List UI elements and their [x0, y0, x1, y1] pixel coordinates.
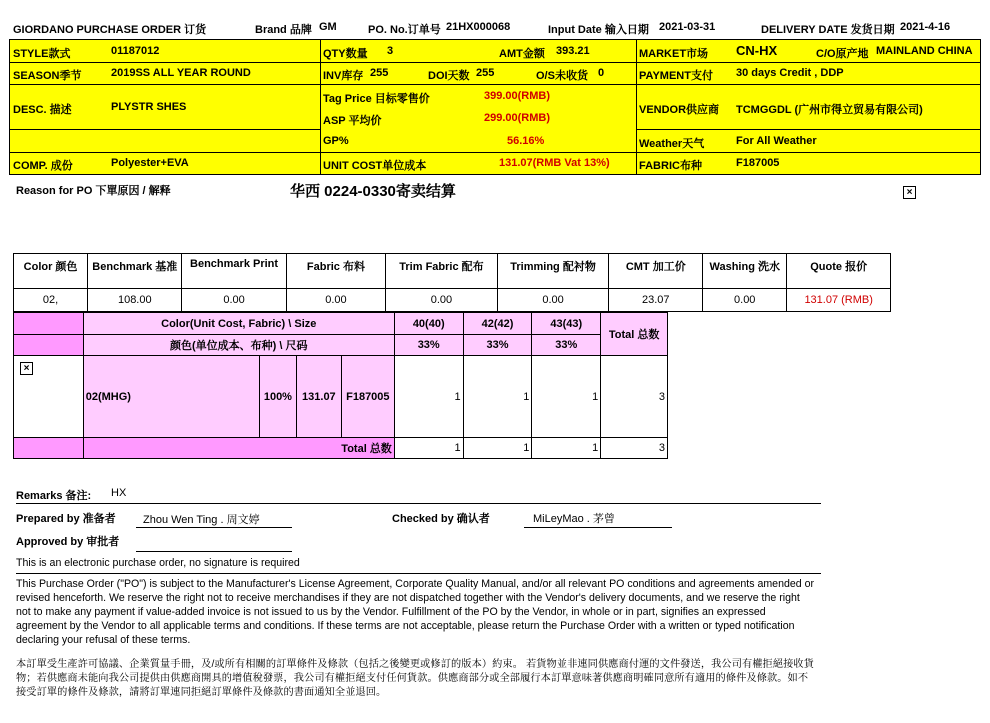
header-color: Color 颜色	[14, 254, 88, 289]
remarks-label: Remarks 备注:	[16, 490, 92, 502]
inv-label: INV库存	[323, 70, 364, 82]
prepared-label: Prepared by 准备者	[16, 513, 116, 525]
electronic-note: This is an electronic purchase order, no signature is required	[16, 557, 300, 569]
footer-qty-1: 1	[394, 438, 463, 459]
delivery-date-value: 2021-4-16	[900, 21, 951, 33]
cost-trimming: 0.00	[497, 289, 609, 312]
amt-label: AMT金额	[499, 48, 545, 60]
tag-price-label: Tag Price 目标零售价	[323, 93, 430, 105]
desc-label: DESC. 描述	[13, 104, 72, 116]
brand-label: Brand 品牌	[255, 24, 312, 36]
cost-value-row	[14, 289, 891, 312]
brand-value: GM	[319, 21, 337, 33]
cost-fabric: 0.00	[286, 289, 386, 312]
broken-image-icon: ×	[20, 362, 33, 375]
row-fabric: F187005	[341, 356, 394, 438]
size-total-header: Total 总数	[601, 313, 668, 356]
os-value: 0	[598, 67, 605, 79]
po-number-value: 21HX000068	[446, 21, 511, 33]
checked-label: Checked by 确认者	[392, 513, 490, 525]
row-qty-2: 1	[463, 356, 532, 438]
style-label: STYLE款式	[13, 48, 71, 60]
gp-value: 56.16%	[507, 135, 545, 147]
cost-color: 02,	[14, 289, 88, 312]
comp-value: Polyester+EVA	[111, 157, 189, 169]
market-label: MARKET市场	[639, 48, 709, 60]
tag-price-value: 399.00(RMB)	[484, 90, 551, 102]
origin-value: MAINLAND CHINA	[876, 45, 973, 57]
vendor-value: TCMGGDL (广州市得立贸易有限公司)	[736, 104, 923, 116]
po-header	[0, 0, 990, 38]
row-pct: 100%	[259, 356, 296, 438]
market-value: CN-HX	[736, 43, 778, 58]
header-quote: Quote 报价	[787, 254, 891, 289]
cost-breakdown-table	[13, 253, 891, 312]
header-trimming: Trimming 配衬物	[497, 254, 609, 289]
style-value: 01187012	[111, 45, 160, 57]
ratio-2: 33%	[463, 335, 532, 356]
payment-label: PAYMENT支付	[639, 70, 713, 82]
weather-value: For All Weather	[736, 135, 817, 147]
desc-value: PLYSTR SHES	[111, 101, 187, 113]
size-ratio-row	[14, 335, 668, 356]
footer-qty-2: 1	[463, 438, 532, 459]
asp-value: 299.00(RMB)	[484, 112, 551, 124]
header-washing: Washing 洗水	[703, 254, 787, 289]
header-benchmark-print: Benchmark Print	[182, 254, 286, 289]
size-header-row	[14, 313, 668, 335]
prepared-value: Zhou Wen Ting . 周文婷	[143, 514, 260, 526]
inv-value: 255	[370, 67, 389, 79]
size-data-row	[14, 356, 668, 438]
ratio-1: 33%	[394, 335, 463, 356]
fabric-value: F187005	[736, 157, 780, 169]
footer-total: 3	[601, 438, 668, 459]
unit-cost-label: UNIT COST单位成本	[323, 160, 427, 172]
po-number-label: PO. No.订单号	[368, 24, 441, 36]
size-2: 42(42)	[463, 313, 532, 335]
footer-qty-3: 1	[532, 438, 601, 459]
cost-header-row	[14, 254, 891, 289]
reason-value: 华西 0224-0330寄卖结算	[290, 183, 456, 200]
po-title: GIORDANO PURCHASE ORDER 订货	[13, 24, 207, 36]
size-header-cn: 颜色(单位成本、布种) \ 尺码	[83, 335, 394, 356]
cost-cmt: 23.07	[609, 289, 703, 312]
ratio-3: 33%	[532, 335, 601, 356]
season-value: 2019SS ALL YEAR ROUND	[111, 67, 251, 79]
size-3: 43(43)	[532, 313, 601, 335]
payment-value: 30 days Credit , DDP	[736, 67, 844, 79]
cost-benchmark-print: 0.00	[182, 289, 286, 312]
os-label: O/S未收货	[536, 70, 588, 82]
row-total: 3	[601, 356, 668, 438]
remarks-value: HX	[111, 487, 127, 499]
cost-benchmark: 108.00	[88, 289, 182, 312]
amt-value: 393.21	[556, 45, 590, 57]
header-fabric: Fabric 布料	[286, 254, 386, 289]
delivery-date-label: DELIVERY DATE 发货日期	[761, 24, 895, 36]
cost-quote: 131.07 (RMB)	[787, 289, 891, 312]
row-color: 02(MHG)	[83, 356, 259, 438]
approved-label: Approved by 审批者	[16, 536, 120, 548]
header-cmt: CMT 加工价	[609, 254, 703, 289]
weather-label: Weather天气	[639, 138, 705, 150]
vendor-label: VENDOR供应商	[639, 104, 720, 116]
origin-label: C/O原产地	[816, 48, 869, 60]
cost-washing: 0.00	[703, 289, 787, 312]
terms-english: This Purchase Order ("PO") is subject to the Manufacturer's License Agreement, Corporate Quality Manual, and/or all relevant PO conditions and agreements amended or revised henceforth. We reserve the right not to receive merchandises if they are not dispatched together with the Vendor's delivery documents, and we reserve the right not to make any payment if value-added invoice is not issued to us by the Vendor. Fulfillment of the PO by the Vendor, in whole or in part, signifies an expressed agreement by the Vendor to all applicable terms and conditions. If these terms are not acceptable, please return the Purchase Order with a written or typed notification declaring your refusal of these terms.	[16, 578, 815, 646]
header-trim-fabric: Trim Fabric 配布	[386, 254, 497, 289]
broken-image-icon: ×	[903, 186, 916, 199]
checked-value: MiLeyMao . 茅曾	[533, 513, 615, 525]
row-qty-1: 1	[394, 356, 463, 438]
row-cost: 131.07	[296, 356, 341, 438]
qty-label: QTY数量	[323, 48, 368, 60]
row-qty-3: 1	[532, 356, 601, 438]
po-info-grid	[9, 39, 981, 175]
size-1: 40(40)	[394, 313, 463, 335]
reason-label: Reason for PO 下單原因 / 解释	[16, 185, 171, 197]
asp-label: ASP 平均价	[323, 115, 382, 127]
footer-total-label: Total 总数	[83, 438, 394, 459]
fabric-label: FABRIC布种	[639, 160, 702, 172]
unit-cost-value: 131.07(RMB Vat 13%)	[499, 157, 610, 169]
header-benchmark: Benchmark 基准	[88, 254, 182, 289]
cost-trim-fabric: 0.00	[386, 289, 497, 312]
comp-label: COMP. 成份	[13, 160, 73, 172]
input-date-value: 2021-03-31	[659, 21, 716, 33]
input-date-label: Input Date 输入日期	[548, 24, 649, 36]
qty-value: 3	[387, 45, 394, 57]
size-footer-row	[14, 438, 668, 459]
gp-label: GP%	[323, 135, 349, 147]
season-label: SEASON季节	[13, 70, 82, 82]
size-quantity-table	[13, 312, 668, 459]
size-header-en: Color(Unit Cost, Fabric) \ Size	[83, 313, 394, 335]
doi-label: DOI天数	[428, 70, 470, 82]
terms-chinese: 本訂單受生產許可協議、企業質量手冊，及/或所有相關的訂單條件及條款（包括之後變更或修訂的版本）約束。 若貨物並非連同供應商付運的文件發送，我公司有權拒絕接收貨物；若供應商未能向我公司提供由供應商開具的增值稅發票，我公司有權拒絕支付任何貨款。供應商部分或全部履行本訂單意味著供應商明確同意所有適用的條件及條款。如不接受訂單的條件及條款，請將訂單連同拒絕訂單條件及條款的書面通知全並退回。	[16, 659, 814, 698]
doi-value: 255	[476, 67, 495, 79]
